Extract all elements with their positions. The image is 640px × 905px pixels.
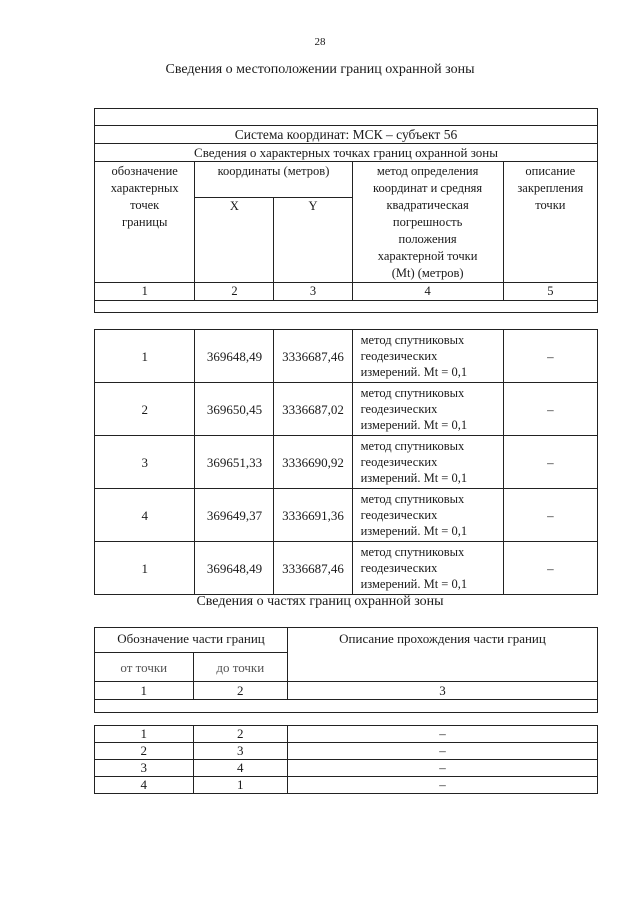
header-text-line: координат и средняя — [373, 181, 483, 195]
method-cell — [352, 489, 503, 542]
header-coordinates: координаты (метров) — [195, 162, 352, 198]
boundary-points-table — [94, 108, 598, 595]
table-row — [95, 743, 598, 760]
from-point: 1 — [95, 726, 194, 743]
method-cell — [352, 330, 503, 383]
point-number: 3 — [95, 436, 195, 489]
points-title-row — [95, 144, 598, 162]
to-point: 2 — [193, 726, 287, 743]
coord-system-label: Система координат: МСК – субъект 56 — [95, 126, 598, 144]
fixing-desc: – — [503, 542, 597, 595]
header-text-line: описание — [525, 164, 576, 178]
header-text-line: обозначение — [111, 164, 178, 178]
table-row — [95, 436, 598, 489]
table-row — [95, 760, 598, 777]
coord-y: 3336690,92 — [274, 436, 352, 489]
heading-boundary-parts: Сведения о частях границ охранной зоны — [196, 594, 444, 609]
coord-x: 369648,49 — [195, 542, 274, 595]
header-text-line: погрешность — [392, 215, 463, 229]
part-desc: – — [287, 726, 597, 743]
table-row — [95, 542, 598, 595]
points-title: Сведения о характерных точках границ охранной зоны — [95, 144, 598, 162]
table-row — [95, 726, 598, 743]
method-line: измерений. Mt = 0,1 — [360, 524, 468, 538]
header-to-point: до точки — [193, 653, 287, 682]
table-row — [95, 777, 598, 794]
spacer-row — [95, 713, 598, 726]
to-point: 4 — [193, 760, 287, 777]
method-line: измерений. Mt = 0,1 — [360, 577, 468, 591]
heading-boundary-location: Сведения о местоположении границ охранной зоны — [165, 62, 475, 77]
method-line: метод спутниковых — [360, 333, 465, 347]
column-number: 3 — [287, 682, 597, 700]
page-number: 28 — [314, 36, 326, 48]
part-desc: – — [287, 743, 597, 760]
spacer-row — [95, 313, 598, 330]
table-top-spacer-row — [95, 109, 598, 126]
header-text-line: квадратическая — [386, 198, 469, 212]
method-line: метод спутниковых — [360, 386, 465, 400]
to-point: 3 — [193, 743, 287, 760]
method-line: геодезических — [360, 455, 438, 469]
coord-x: 369648,49 — [195, 330, 274, 383]
header-text-line: положения — [398, 232, 457, 246]
column-number: 1 — [95, 682, 194, 700]
fixing-desc: – — [503, 383, 597, 436]
header-method — [352, 162, 503, 283]
table-row — [95, 383, 598, 436]
header-text-line: закрепления — [517, 181, 584, 195]
header-fixing-description — [503, 162, 597, 283]
coord-x: 369650,45 — [195, 383, 274, 436]
method-line: измерений. Mt = 0,1 — [360, 418, 468, 432]
header-part-designation: Обозначение части границ — [95, 628, 288, 653]
boundary-parts-table — [94, 627, 598, 794]
from-point: 3 — [95, 760, 194, 777]
point-number: 4 — [95, 489, 195, 542]
header-y: Y — [274, 198, 352, 283]
fixing-desc: – — [503, 436, 597, 489]
coord-x: 369651,33 — [195, 436, 274, 489]
method-line: геодезических — [360, 561, 438, 575]
coord-y: 3336687,46 — [274, 330, 352, 383]
coord-system-row — [95, 126, 598, 144]
column-number: 2 — [195, 283, 274, 301]
method-line: геодезических — [360, 402, 438, 416]
coord-x: 369649,37 — [195, 489, 274, 542]
header-text-line: характерных — [110, 181, 179, 195]
column-number: 1 — [95, 283, 195, 301]
method-line: метод спутниковых — [360, 439, 465, 453]
method-line: геодезических — [360, 508, 438, 522]
header-from-point: от точки — [95, 653, 194, 682]
method-line: измерений. Mt = 0,1 — [360, 471, 468, 485]
from-point: 4 — [95, 777, 194, 794]
from-point: 2 — [95, 743, 194, 760]
table-row — [95, 489, 598, 542]
table-row — [95, 330, 598, 383]
spacer-row — [95, 700, 598, 713]
coord-y: 3336687,02 — [274, 383, 352, 436]
header-text-line: точек — [130, 198, 160, 212]
header-x: X — [195, 198, 274, 283]
method-cell — [352, 383, 503, 436]
method-line: геодезических — [360, 349, 438, 363]
parts-header-row — [95, 628, 598, 653]
column-number-row — [95, 283, 598, 301]
part-desc: – — [287, 777, 597, 794]
to-point: 1 — [193, 777, 287, 794]
method-line: измерений. Mt = 0,1 — [360, 365, 468, 379]
method-cell — [352, 542, 503, 595]
fixing-desc: – — [503, 489, 597, 542]
column-number: 5 — [503, 283, 597, 301]
header-part-description: Описание прохождения части границ — [287, 628, 597, 682]
header-point-designation — [95, 162, 195, 283]
column-number-row — [95, 682, 598, 700]
point-number: 2 — [95, 383, 195, 436]
method-line: метод спутниковых — [360, 492, 465, 506]
spacer-row — [95, 301, 598, 313]
header-text-line: метод определения — [376, 164, 479, 178]
method-cell — [352, 436, 503, 489]
column-number: 2 — [193, 682, 287, 700]
header-text-line: границы — [121, 215, 168, 229]
point-number: 1 — [95, 542, 195, 595]
header-text-line: характерной точки — [377, 249, 478, 263]
header-row — [95, 162, 598, 198]
coord-y: 3336687,46 — [274, 542, 352, 595]
part-desc: – — [287, 760, 597, 777]
column-number: 3 — [274, 283, 352, 301]
fixing-desc: – — [503, 330, 597, 383]
header-text-line: (Mt) (метров) — [391, 266, 464, 280]
column-number: 4 — [352, 283, 503, 301]
coord-y: 3336691,36 — [274, 489, 352, 542]
method-line: метод спутниковых — [360, 545, 465, 559]
header-text-line: точки — [535, 198, 566, 212]
point-number: 1 — [95, 330, 195, 383]
